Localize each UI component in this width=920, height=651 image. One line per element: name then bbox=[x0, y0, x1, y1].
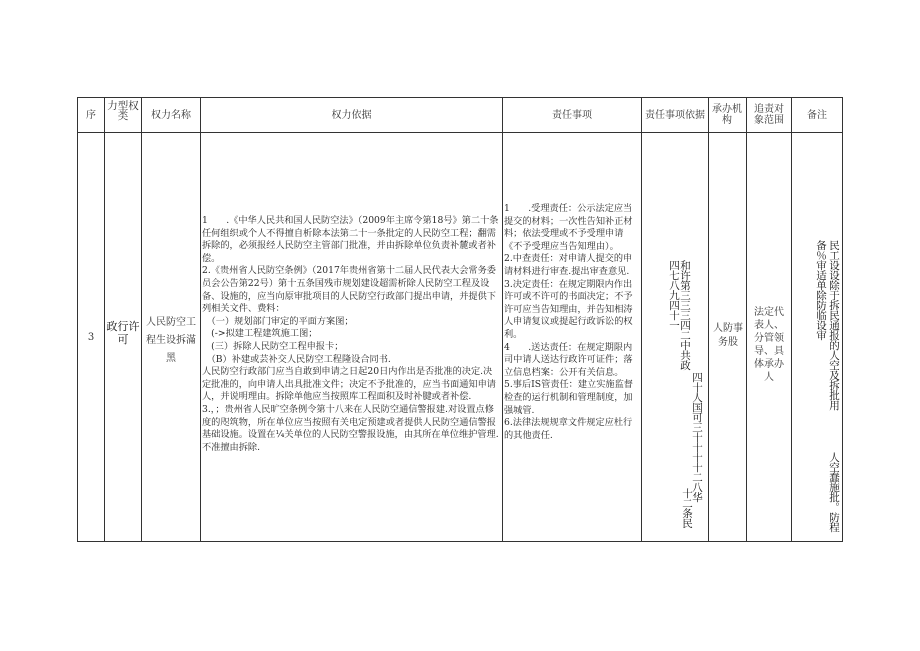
col-border-3 bbox=[200, 97, 201, 542]
row-remark-col1: 民工设设除于拆民通报的人空及拆批用 bbox=[828, 240, 840, 410]
row-duty-basis-col1: 和许第三三三四二中共政 bbox=[679, 260, 691, 370]
col-border-4 bbox=[502, 97, 503, 542]
row-duty-basis-col2: 四七八九四十一 bbox=[668, 260, 680, 330]
row-remark-col2: 备％审适单除防临设审 bbox=[815, 240, 827, 340]
col-border-8 bbox=[791, 97, 792, 542]
col-border-5 bbox=[641, 97, 642, 542]
row-remark-col3: 人空蠢施批。防程 bbox=[828, 452, 840, 532]
col-border-2 bbox=[141, 97, 142, 542]
col-border-7 bbox=[746, 97, 747, 542]
header-remark: 备注 bbox=[807, 110, 827, 121]
col-border-9 bbox=[842, 97, 843, 542]
header-scope: 追责对象范围 bbox=[754, 104, 784, 126]
header-duty-basis: 责任事项依据 bbox=[645, 110, 705, 121]
col-border-6 bbox=[708, 97, 709, 542]
table-bottom-border bbox=[77, 541, 843, 542]
row-name: 人民防空工程生设拆滿黑 bbox=[146, 317, 196, 364]
row-scope: 法定代表人、分管领导、具体承办人 bbox=[754, 307, 784, 383]
header-duty: 责任事项 bbox=[552, 110, 592, 121]
row-duty-basis-col4: 十二条民 bbox=[681, 488, 693, 528]
row-agency: 人防事务股 bbox=[713, 323, 743, 348]
row-basis: 1 .《中华人民共和国人民防空法》（2009年主席令第18号》第二十条任何组织或个人不得擅自析除本法第二十一条批定的人民防空工程；翻需拆除的，必须报经人民防空主管部门批准，并由拆除单位负责补麓或者补偿。 2.《贵州省人民防空条例》（2017年贵州省第十二届人民代表大会常务委员会公告第22号）第十五条国残市规划建设超需析除人民防空工程及设备、设施的，应当向原审批项目的人民防空行政部门提出申请，并提供下列相关文件、费料： （一）规划部门审定的平面方案图； (->拟建工程建筑施工图； (三）拆除人民防空工程申报卡； （B）补建或芸补交人民防空工程隆设合同书. 人民防空行政部门应当自敢到申请之日起20日内作出是否批准的决定.决定批准的，向申请人出具批准文件；决定不予批准的，应当书面通知申请人，并说明理由。拆除单他应当按照库工程面积及时补腱或者补偿. 3.，；贵州省人民旷空条例令第十八来在人民防空通信警报建.对设置点修度的咫筑物，所在单位应当按照有关电定预建或者提供人民防空通信警报基础设施。设置在¼关单位的人民防空警报设施，由其所在单位维护管理.不准擅由拆除. bbox=[202, 215, 499, 453]
header-agency: 承办机构 bbox=[712, 104, 742, 126]
header-name: 权力名称 bbox=[151, 110, 191, 121]
row-duty-basis-col3: 四十人国可三十十十十二八华 bbox=[691, 372, 703, 502]
header-bottom-border bbox=[77, 132, 843, 133]
row-no: 3 bbox=[87, 332, 95, 343]
header-type: 力型权 类 bbox=[107, 100, 139, 122]
col-border-0 bbox=[77, 97, 78, 542]
row-type: 政行许可 bbox=[106, 320, 140, 346]
row-duty: 1 .受理责任：公示法定应当提交的材料；一次性告知补正材料；依法受理或不予受理申请《不予受理应当告知理由）。 2.中查责任：对申请人提交的申请材料进行审查.提出审查意见. 3.决定责任：在规定期限内作出许可或不许可的书面决定；不予许可应当告知理由，并告知相涛人申请复议或提起行政诉讼的权利。 4 .送达责任：在规定期限内司中请人送达行政许可证件；落立信息档案：公开有关信息。 5.事后IS管责任：建立实施监督检查的运行机制和管理制度，加强城管. 6.法律法规规章文件规定应杜行的其他责任. bbox=[504, 203, 633, 441]
table-top-border bbox=[77, 97, 843, 98]
header-no: 序 bbox=[86, 110, 96, 121]
header-basis: 权力依据 bbox=[331, 110, 372, 121]
